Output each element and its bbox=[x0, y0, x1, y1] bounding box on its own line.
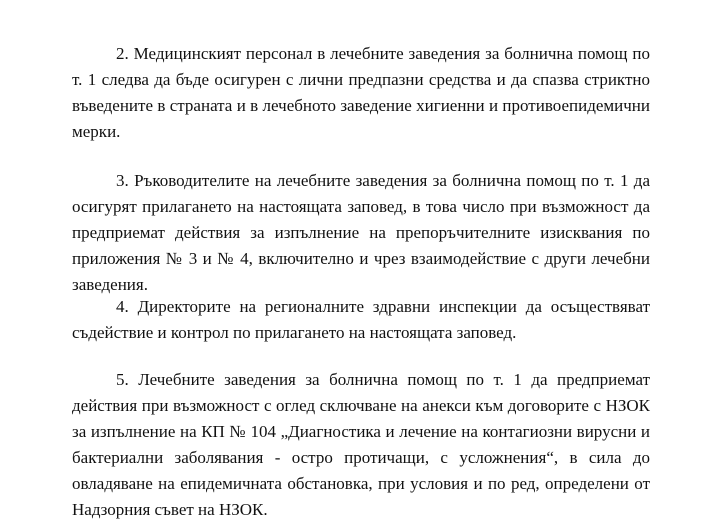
paragraph-3: 3. Ръководителите на лечебните заведения за болнична помощ по т. 1 да осигурят прилагането на настоящата заповед, в това число при възможност да предприемат действия за изпълнение на препоръчителните изисквания по приложения № 3 и № 4, включително и чрез взаимодействие с други лечебни заведения. bbox=[72, 171, 650, 294]
paragraph-2: 2. Медицинският персонал в лечебните заведения за болнична помощ по т. 1 следва да бъде осигурен с лични предпазни средства и да спазва стриктно въведените в страната и в лечебното заведение хигиенни и противоепидемични мерки. bbox=[72, 44, 650, 141]
paragraph-4: 4. Директорите на регионалните здравни инспекции да осъществяват съдействие и контрол по прилагането на настоящата заповед. bbox=[72, 297, 650, 342]
paragraph-5: 5. Лечебните заведения за болнична помощ по т. 1 да предприемат действия при възможност с оглед сключване на анекси към договорите с НЗОК за изпълнение на КП № 104 „Диагностика и лечение на контагиозни вирусни и бактериални заболявания - остро протичащи, с усложнения“, в сила до овладяване на епидемичната обстановка, при условия и по ред, определени от Надзорния съвет на НЗОК. bbox=[72, 370, 650, 519]
